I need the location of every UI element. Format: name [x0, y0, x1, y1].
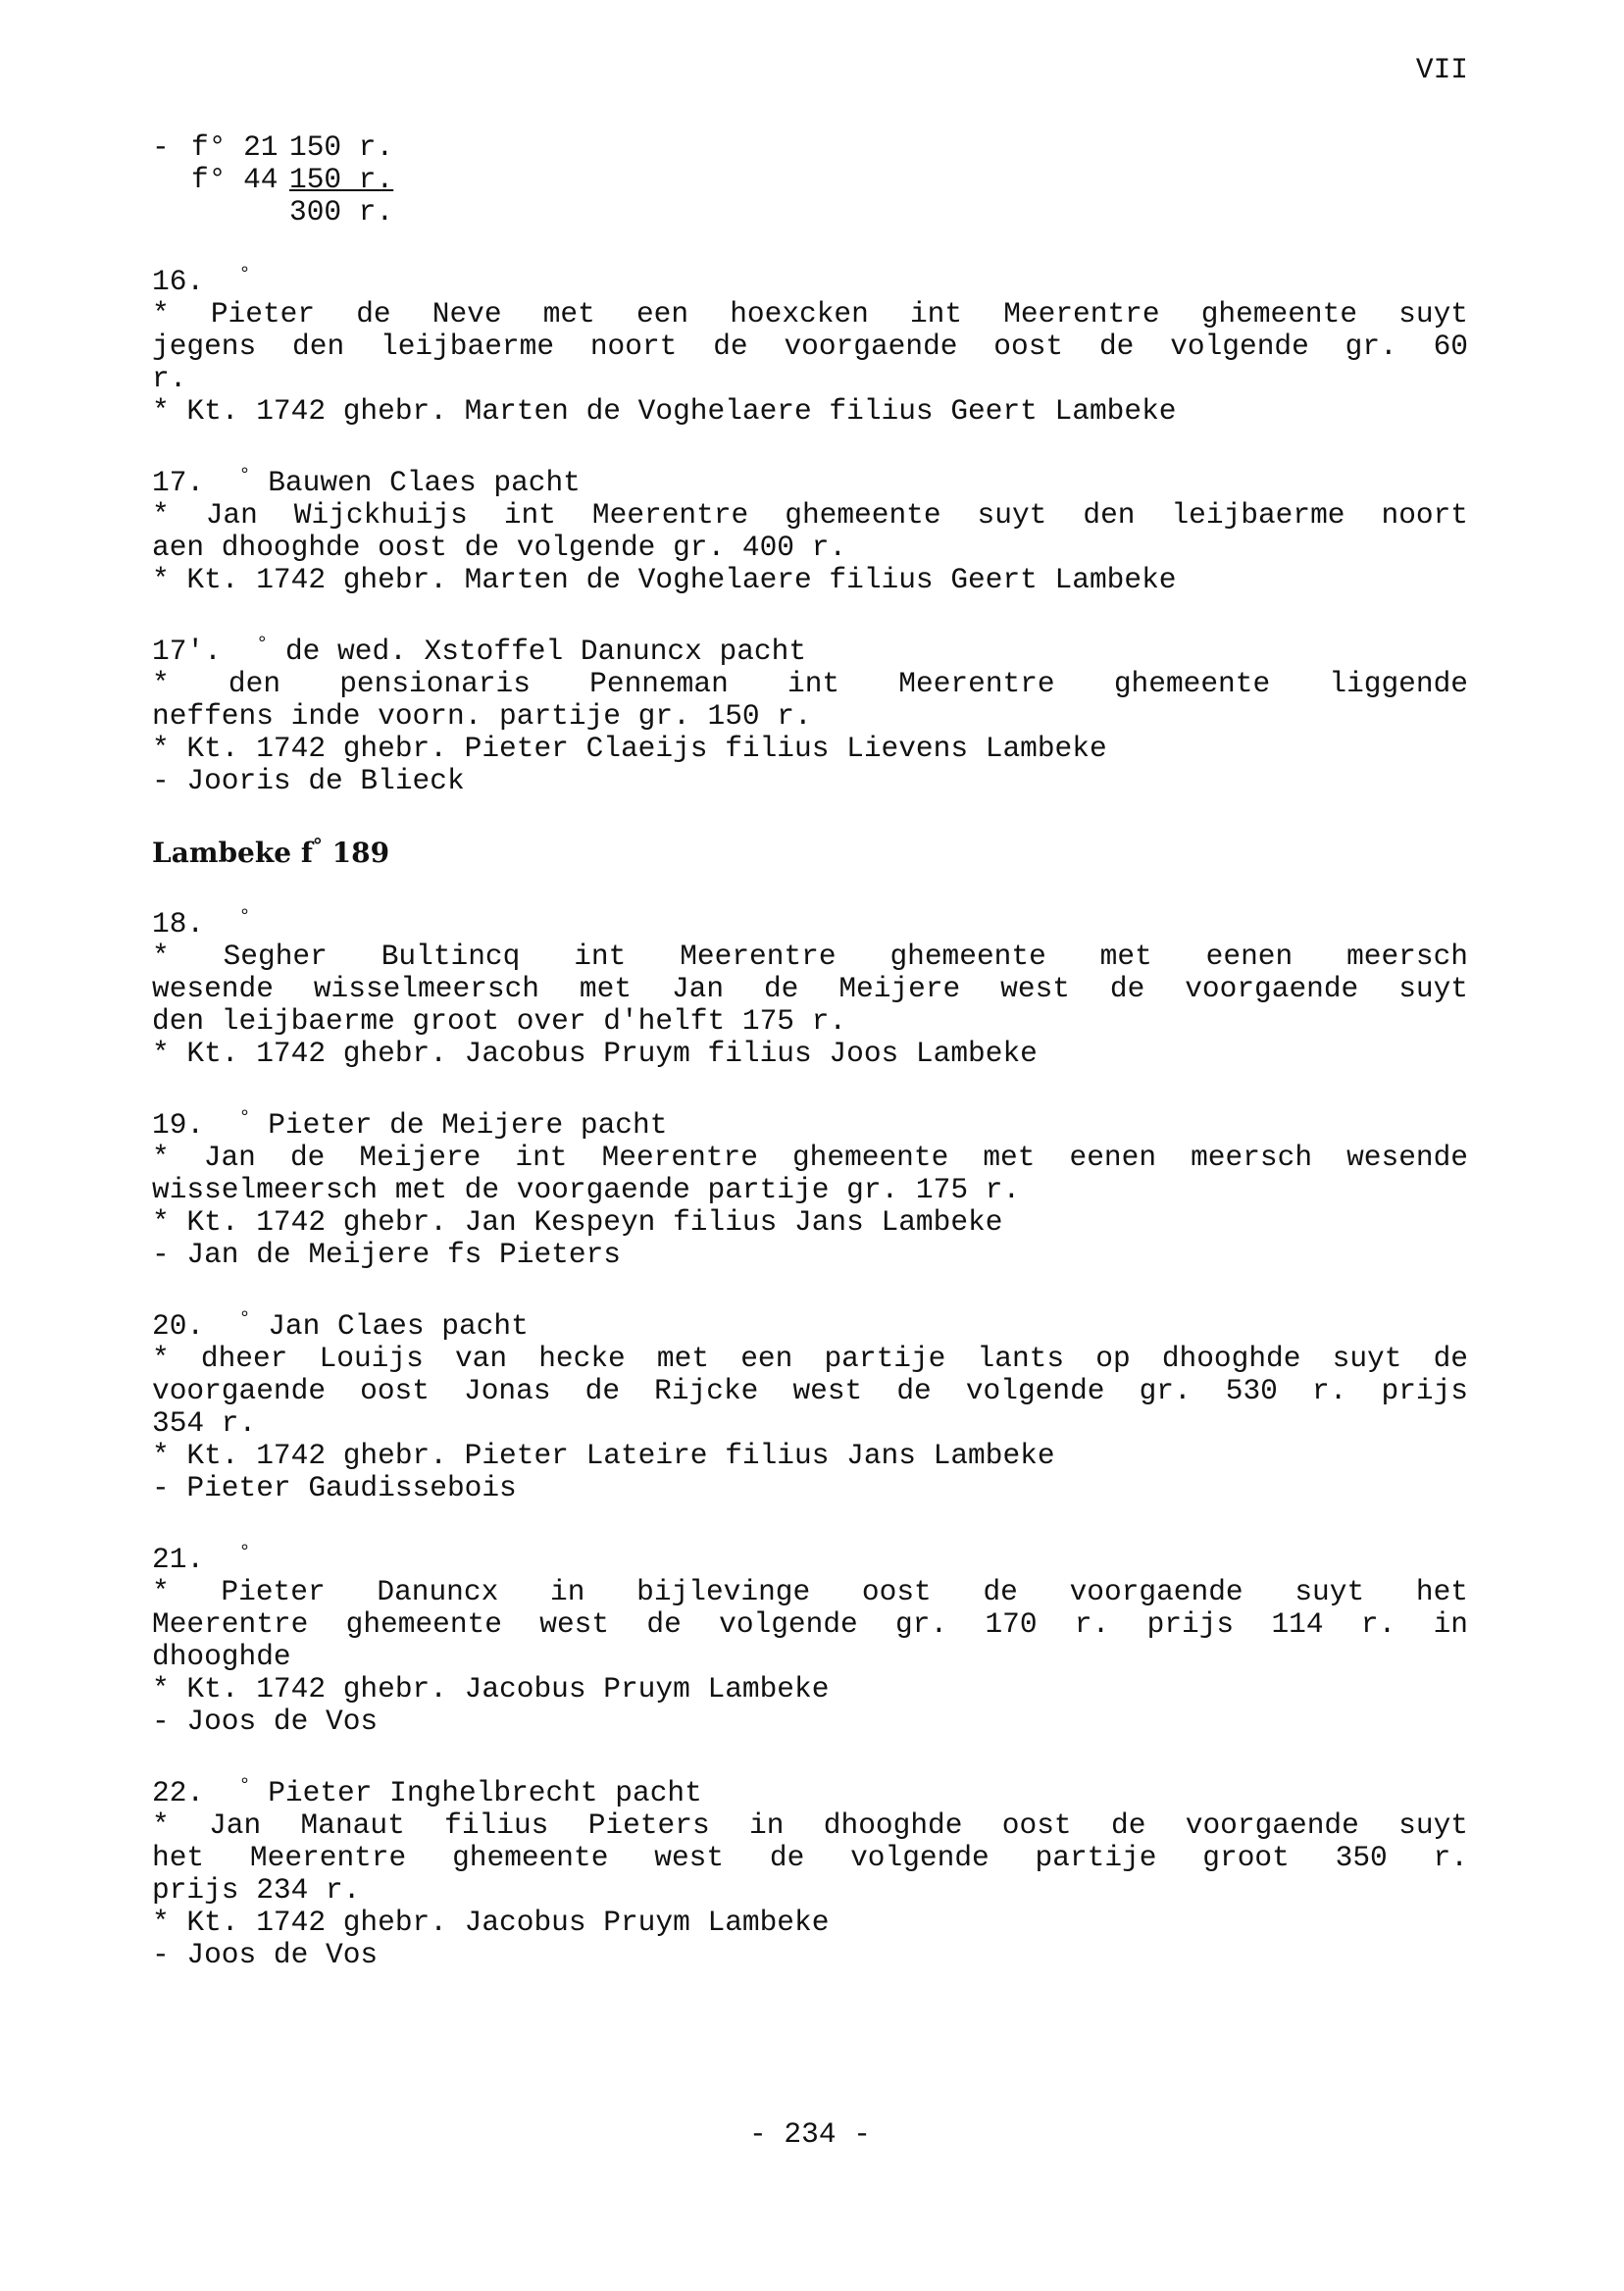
entry-number: 19.: [152, 1108, 205, 1142]
totals-folio-number: 21: [243, 130, 279, 164]
totals-row: [152, 131, 485, 164]
totals-folio-number: 44: [243, 163, 279, 196]
entry-line: voorgaende oost Jonas de Rijcke west de volgende gr. 530 r. prijs: [152, 1374, 1468, 1407]
entry-line: r.: [152, 362, 187, 395]
totals-folio-label: f°: [191, 163, 227, 196]
entry-block: [152, 460, 1468, 596]
entry-line: * Jan Manaut filius Pieters in dhooghde oost de voorgaende suyt: [152, 1808, 1468, 1842]
entry-line: * Jan de Meijere int Meerentre ghemeente met eenen meersch wesende: [152, 1141, 1468, 1174]
entry-heading: [152, 901, 1468, 941]
totals-folio: [191, 164, 289, 196]
entry-block: [152, 1537, 1468, 1738]
entry-line: het Meerentre ghemeente west de volgende partije groot 350 r.: [152, 1841, 1468, 1874]
entry-heading: [152, 1537, 1468, 1576]
totals-amount: 150 r.: [289, 163, 394, 196]
entry-line: * Pieter de Neve met een hoexcken int Meerentre ghemeente suyt: [152, 297, 1468, 331]
entry-heading: [152, 259, 1468, 298]
entry-number: 18.: [152, 907, 205, 941]
entry-block: [152, 1770, 1468, 1971]
totals-amount: 300 r.: [289, 195, 394, 229]
degree-mark: °: [238, 1775, 251, 1798]
page-number: - 234 -: [749, 2117, 871, 2151]
degree-mark: °: [238, 264, 251, 286]
folio-totals: [152, 131, 485, 229]
entry-line: * Kt. 1742 ghebr. Marten de Voghelaere filius Geert Lambeke: [152, 563, 1177, 596]
entry-line: * Kt. 1742 ghebr. Jacobus Pruym Lambeke: [152, 1672, 830, 1706]
entry-number: 21.: [152, 1543, 205, 1576]
totals-row: [152, 196, 485, 229]
entry-line: dhooghde: [152, 1640, 291, 1673]
entry-heading: [152, 1303, 1468, 1343]
entry-block: [152, 259, 1468, 428]
totals-folio: [191, 131, 289, 164]
totals-folio: [191, 196, 289, 229]
entry-block: [152, 901, 1468, 1070]
entry-line: * Jan Wijckhuijs int Meerentre ghemeente suyt den leijbaerme noort: [152, 498, 1468, 532]
degree-mark: °: [238, 906, 251, 929]
entry-line: * Kt. 1742 ghebr. Jan Kespeyn filius Jans Lambeke: [152, 1205, 1003, 1239]
entry-line: Meerentre ghemeente west de volgende gr. 170 r. prijs 114 r. in: [152, 1607, 1468, 1641]
entry-block: [152, 1303, 1468, 1504]
entry-line: * Kt. 1742 ghebr. Jacobus Pruym filius Joos Lambeke: [152, 1037, 1038, 1070]
entry-heading: [152, 1770, 1468, 1809]
entry-line: den leijbaerme groot over d'helft 175 r.: [152, 1004, 847, 1038]
entry-number: 20.: [152, 1309, 205, 1343]
page-header-roman-numeral: VII: [1415, 53, 1468, 86]
entry-line: * Pieter Danuncx in bijlevinge oost de voorgaende suyt het: [152, 1575, 1468, 1608]
section-folio-number: 189: [331, 837, 390, 869]
entry-tenant: Pieter Inghelbrecht pacht: [268, 1776, 702, 1809]
section-label: Lambeke f: [152, 837, 313, 869]
entry-number: 17.: [152, 466, 205, 499]
totals-amount: 150 r.: [289, 130, 394, 164]
degree-mark: °: [238, 1107, 251, 1130]
entry-line: * Kt. 1742 ghebr. Pieter Lateire filius Jans Lambeke: [152, 1439, 1055, 1472]
entry-heading: [152, 629, 1468, 668]
entry-line: prijs 234 r.: [152, 1873, 361, 1907]
entry-line: wisselmeersch met de voorgaende partije gr. 175 r.: [152, 1173, 1021, 1206]
degree-mark: °: [238, 465, 251, 487]
entry-line: - Joos de Vos: [152, 1705, 379, 1738]
entry-number: 22.: [152, 1776, 205, 1809]
entry-line: * den pensionaris Penneman int Meerentre ghemeente liggende: [152, 667, 1468, 700]
entry-number: 17'.: [152, 635, 222, 668]
entry-line: * Kt. 1742 ghebr. Jacobus Pruym Lambeke: [152, 1906, 830, 1939]
entry-tenant: Pieter de Meijere pacht: [268, 1108, 668, 1142]
section-heading: [152, 830, 1468, 869]
entry-number: 16.: [152, 265, 205, 298]
entry-line: * Kt. 1742 ghebr. Marten de Voghelaere filius Geert Lambeke: [152, 394, 1177, 428]
entry-line: aen dhooghde oost de volgende gr. 400 r.: [152, 531, 847, 564]
entry-tenant: de wed. Xstoffel Danuncx pacht: [284, 635, 807, 668]
degree-mark: °: [256, 634, 269, 656]
entry-line: - Joos de Vos: [152, 1938, 379, 1971]
totals-dash: -: [152, 130, 170, 164]
entry-line: wesende wisselmeersch met Jan de Meijere west de voorgaende suyt: [152, 972, 1468, 1005]
entry-line: * Segher Bultincq int Meerentre ghemeente met eenen meersch: [152, 940, 1468, 973]
entry-line: - Jooris de Blieck: [152, 764, 465, 797]
entry-line: - Jan de Meijere fs Pieters: [152, 1238, 621, 1271]
entry-tenant: Jan Claes pacht: [268, 1309, 529, 1343]
degree-mark: °: [238, 1542, 251, 1564]
entry-block: [152, 629, 1468, 797]
entries-list: [152, 259, 1468, 2004]
entry-line: - Pieter Gaudissebois: [152, 1471, 517, 1504]
entry-heading: [152, 1102, 1468, 1142]
degree-mark: °: [238, 1308, 251, 1331]
totals-folio-label: f°: [191, 130, 227, 164]
entry-line: 354 r.: [152, 1406, 257, 1440]
entry-line: jegens den leijbaerme noort de voorgaende oost de volgende gr. 60: [152, 330, 1468, 363]
entry-tenant: Bauwen Claes pacht: [268, 466, 581, 499]
entry-line: * Kt. 1742 ghebr. Pieter Claeijs filius Lievens Lambeke: [152, 732, 1107, 765]
entry-block: [152, 1102, 1468, 1271]
section-degree: °: [312, 834, 323, 857]
entry-line: neffens inde voorn. partije gr. 150 r.: [152, 699, 812, 733]
entry-heading: [152, 460, 1468, 499]
totals-row: [152, 164, 485, 196]
document-page: [152, 0, 1468, 2291]
entry-line: * dheer Louijs van hecke met een partije lants op dhooghde suyt de: [152, 1342, 1468, 1375]
